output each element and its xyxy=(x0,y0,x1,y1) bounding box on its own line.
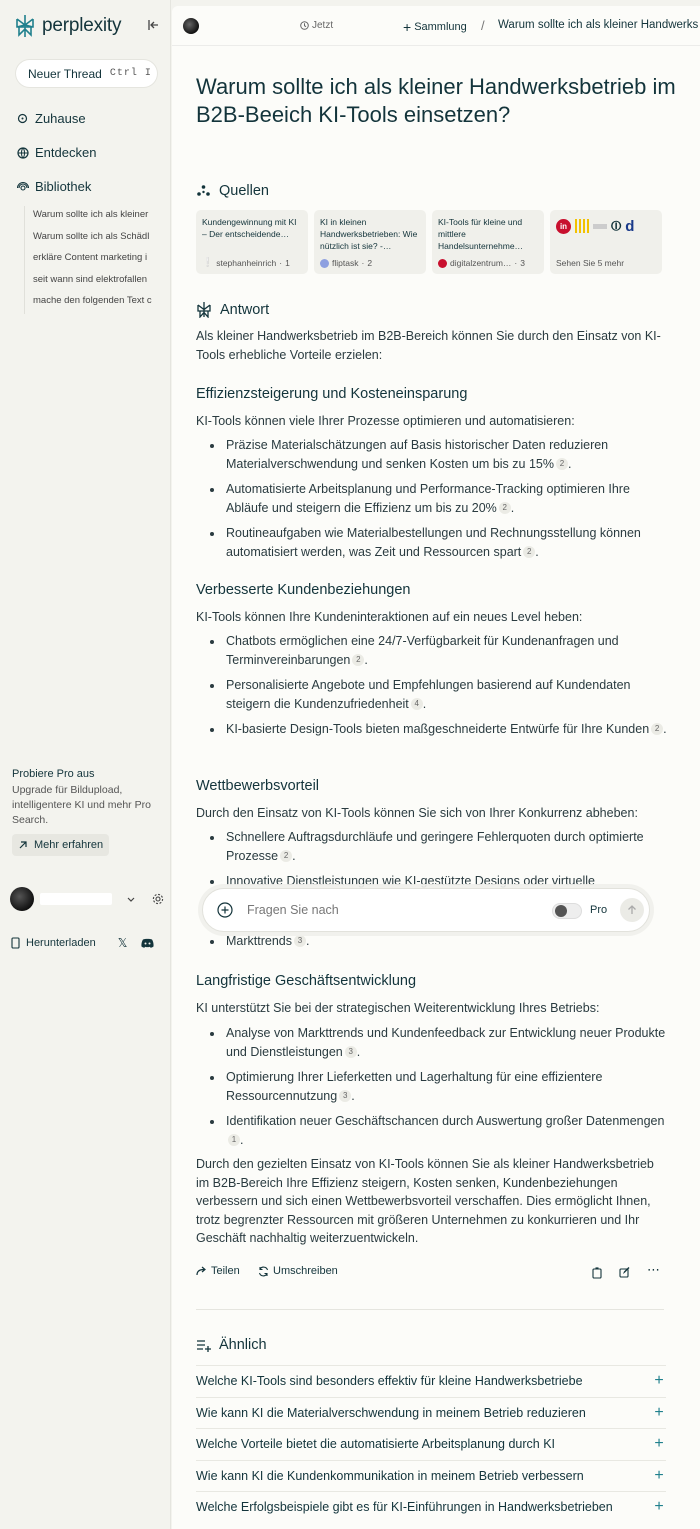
follow-up-input[interactable]: Fragen Sie nach xyxy=(247,903,339,917)
discord-icon[interactable] xyxy=(141,938,154,948)
gear-icon[interactable] xyxy=(152,893,164,905)
nav-home-label: Zuhause xyxy=(35,111,86,126)
list-item-text: Optimierung Ihrer Lieferketten und Lagerhaltung für eine effizientere Ressourcennutzung xyxy=(226,1070,603,1103)
timestamp-text: Jetzt xyxy=(312,20,334,31)
perplexity-logo-icon xyxy=(14,14,36,38)
source-sep: · xyxy=(361,258,365,268)
plus-icon: + xyxy=(654,1372,664,1390)
pro-label: Pro xyxy=(590,904,608,916)
plus-icon: + xyxy=(654,1435,664,1453)
library-list xyxy=(24,206,159,314)
rewrite-button[interactable] xyxy=(258,1265,338,1277)
citation-badge[interactable]: 2 xyxy=(499,502,511,514)
bullet-list xyxy=(196,436,671,568)
citation-badge[interactable]: 2 xyxy=(651,723,663,735)
related-heading xyxy=(196,1337,267,1353)
list-item-text: Chatbots ermöglichen eine 24/7-Verfügbarkeit für Kundenanfragen und Terminvereinbarungen xyxy=(226,634,619,667)
list-item-text: KI-basierte Design-Tools bieten maßgeschneiderte Entwürfe für Ihre Kunden xyxy=(226,722,650,736)
related-item-text: Wie kann KI die Kundenkommunikation in meinem Betrieb verbessern xyxy=(196,1468,584,1483)
list-item-end: . xyxy=(567,456,572,471)
toggle-knob xyxy=(555,905,567,917)
rewrite-icon xyxy=(258,1266,269,1277)
related-item[interactable] xyxy=(196,1365,666,1397)
list-item-end: . xyxy=(356,1044,361,1059)
x-icon[interactable]: 𝕏 xyxy=(117,936,128,950)
list-item-text: Präzise Materialschätzungen auf Basis historischer Daten reduzieren Materialverschwendung und senken Kosten um bis zu 15% xyxy=(226,438,609,471)
more-sources-label: Sehen Sie 5 mehr xyxy=(556,258,625,268)
library-icon xyxy=(17,181,29,193)
nav-discover-label: Entdecken xyxy=(35,145,97,160)
list-item xyxy=(196,720,671,739)
answer-heading-text: Antwort xyxy=(220,301,270,318)
list-item xyxy=(196,436,671,473)
list-item-end: . xyxy=(306,934,310,948)
answer-actions xyxy=(196,1262,666,1281)
breadcrumb-thread-title: Warum sollte ich als kleiner Handwerks xyxy=(498,19,699,31)
perplexity-answer-icon xyxy=(196,301,212,318)
list-item-text: Personalisierte Angebote und Empfehlungen basierend auf Kundendaten steigern die Kundenzufriedenheit xyxy=(226,678,631,711)
learn-more-button[interactable] xyxy=(12,834,109,856)
download-link[interactable]: Herunterladen xyxy=(26,937,96,949)
related-item-text: Welche KI-Tools sind besonders effektiv für kleine Handwerksbetriebe xyxy=(196,1374,583,1389)
section-heading: Langfristige Geschäftsentwicklung xyxy=(196,973,417,989)
sources-heading xyxy=(196,183,269,199)
sources-heading-text: Quellen xyxy=(219,183,269,199)
submit-button[interactable] xyxy=(620,898,644,922)
favicon-icon xyxy=(593,224,607,229)
plus-icon: + xyxy=(654,1403,664,1421)
follow-up-bar xyxy=(202,888,650,932)
share-label: Teilen xyxy=(211,1265,240,1277)
answer-intro: Als kleiner Handwerksbetrieb im B2B-Bereich können Sie durch den Einsatz von KI-Tools erhebliche Vorteile erzielen: xyxy=(196,329,661,362)
citation-badge[interactable]: 2 xyxy=(556,458,568,470)
new-thread-button[interactable] xyxy=(16,60,157,87)
section-lead: Durch den Einsatz von KI-Tools können Sie sich von Ihrer Konkurrenz abheben: xyxy=(196,806,638,820)
library-item[interactable]: Warum sollte ich als Schädl xyxy=(33,230,150,242)
section-lead: KI unterstützt Sie bei der strategischen Weiterentwicklung Ihres Betriebs: xyxy=(196,1001,600,1015)
timestamp xyxy=(300,20,333,31)
related-heading-text: Ähnlich xyxy=(219,1337,267,1353)
download-icon xyxy=(11,937,20,949)
share-icon xyxy=(196,1266,207,1276)
list-item-end: . xyxy=(351,1088,355,1103)
source-card[interactable] xyxy=(196,210,308,274)
nav-home[interactable] xyxy=(17,111,86,126)
source-sep: · xyxy=(514,258,518,268)
sidebar xyxy=(0,0,171,1529)
favicon-icon: d xyxy=(625,217,635,235)
rewrite-label: Umschreiben xyxy=(273,1265,338,1277)
plus-icon: + xyxy=(654,1466,664,1484)
sidebar-footer xyxy=(11,936,166,950)
bullet-list xyxy=(196,632,671,746)
collapse-sidebar-icon[interactable] xyxy=(148,19,160,31)
edit-icon[interactable] xyxy=(619,1267,630,1278)
source-site: digitalzentrum… xyxy=(450,258,512,268)
section-heading: Verbesserte Kundenbeziehungen xyxy=(196,582,411,598)
list-item-text: Identifikation neuer Geschäftschancen durch Auswertung großer Datenmengen xyxy=(226,1114,665,1128)
more-icon[interactable]: ⋯ xyxy=(647,1262,660,1277)
list-item xyxy=(196,932,671,951)
related-item-text: Wie kann KI die Materialverschwendung in meinem Betrieb reduzieren xyxy=(196,1405,586,1420)
list-item xyxy=(196,480,671,517)
list-item xyxy=(196,1024,671,1061)
list-item-text: Innovative Dienstleistungen wie KI-gestützte Designs oder virtuelle xyxy=(226,874,595,888)
citation-badge[interactable]: 3 xyxy=(294,935,306,947)
list-item-end: . xyxy=(364,652,368,667)
copy-icon[interactable] xyxy=(592,1267,602,1279)
list-item-text: Markttrends xyxy=(226,934,292,948)
globe-icon xyxy=(17,147,29,159)
exclamation-icon: ❕ xyxy=(202,257,214,267)
list-item-end: . xyxy=(663,722,667,736)
related-item[interactable] xyxy=(196,1428,666,1460)
pro-title: Probiere Pro aus xyxy=(12,768,95,780)
list-item-text: Automatisierte Arbeitsplanung und Performance-Tracking optimieren Ihre Abläufe und steigern die Effizienz um bis zu 20% xyxy=(226,482,630,515)
search-icon xyxy=(17,113,29,125)
new-thread-shortcut: Ctrl I xyxy=(109,68,152,79)
source-sep: · xyxy=(279,257,283,268)
pro-promo xyxy=(12,768,162,856)
list-item xyxy=(196,828,671,865)
brand-name: perplexity xyxy=(42,15,122,36)
source-number: 1 xyxy=(285,257,290,268)
citation-badge[interactable]: 1 xyxy=(228,1134,240,1146)
username-redacted xyxy=(40,893,112,905)
nav-library[interactable] xyxy=(17,179,91,194)
favicon-icon: ⏼ xyxy=(611,218,622,233)
user-menu[interactable] xyxy=(10,887,165,911)
list-item xyxy=(196,524,671,561)
source-meta xyxy=(202,257,290,268)
add-to-collection-button[interactable] xyxy=(403,19,467,35)
citation-badge[interactable]: 2 xyxy=(352,654,364,666)
citation-badge[interactable]: 4 xyxy=(411,698,423,710)
citation-badge[interactable]: 2 xyxy=(523,546,535,558)
list-item-end: . xyxy=(240,1132,244,1147)
topbar xyxy=(172,6,700,46)
list-item-text: Routineaufgaben wie Materialbestellungen und Rechnungsstellung können automatisiert werden, was Zeit und Ressourcen spart xyxy=(226,526,641,559)
list-item xyxy=(196,632,671,669)
chevron-down-icon[interactable] xyxy=(126,894,136,904)
library-item[interactable]: erkläre Content marketing i xyxy=(33,252,148,263)
source-title: KI-Tools für kleine und mittlere Handelsunternehme… xyxy=(438,217,524,251)
citation-badge[interactable]: 3 xyxy=(345,1046,357,1058)
source-site: fliptask xyxy=(332,258,359,268)
list-item-text: Schnellere Auftragsdurchläufe und geringere Fehlerquoten durch optimierte Prozesse xyxy=(226,830,644,863)
related-item[interactable] xyxy=(196,1491,666,1523)
bullet-list xyxy=(196,1024,671,1156)
collection-label: Sammlung xyxy=(414,21,467,33)
citation-badge[interactable]: 2 xyxy=(280,850,292,862)
related-item[interactable] xyxy=(196,1397,666,1429)
related-item-text: Welche Erfolgsbeispiele gibt es für KI-Einführungen in Handwerksbetrieben xyxy=(196,1500,613,1515)
source-number: 2 xyxy=(367,258,373,268)
digitalzentrum-favicon-icon xyxy=(438,259,447,268)
thread-view xyxy=(172,6,700,1529)
section-lead: KI-Tools können Ihre Kundeninteraktionen auf ein neues Level heben: xyxy=(196,610,583,624)
list-item-end: . xyxy=(292,848,296,863)
nav-library-label: Bibliothek xyxy=(35,179,92,194)
library-item[interactable]: seit wann sind elektrofallen xyxy=(33,273,148,285)
section-heading: Effizienzsteigerung und Kosteneinsparung xyxy=(196,386,468,402)
list-item xyxy=(196,676,671,713)
divider xyxy=(196,1309,664,1310)
list-item-text: Analyse von Markttrends und Kundenfeedback zur Entwicklung neuer Produkte und Dienstleistungen xyxy=(226,1026,666,1059)
favicon-icon xyxy=(575,219,589,233)
source-number: 3 xyxy=(520,258,525,268)
sources-icon xyxy=(196,184,211,199)
source-site: stephanheinrich xyxy=(216,257,277,268)
pro-toggle[interactable] xyxy=(552,903,582,919)
list-item xyxy=(196,1112,671,1149)
breadcrumb-separator: / xyxy=(481,18,485,33)
list-item-end: . xyxy=(510,500,515,515)
plus-icon: + xyxy=(654,1498,664,1516)
source-card[interactable] xyxy=(314,210,426,274)
nav-discover[interactable] xyxy=(17,145,96,160)
answer-conclusion: Durch den gezielten Einsatz von KI-Tools können Sie als kleiner Handwerksbetrieb im B2B-Bereich Ihre Effizienz steigern, Kosten senken, Kundenbeziehungen verbessern und sich einen Wettbewerbsvorteil verschaffen. Dies ermöglicht Ihnen, trotz begrenzter Ressourcen mit größeren Unternehmen zu konkurrieren und Ihr Geschäft nachhaltig weiterzuentwickeln. xyxy=(196,1157,654,1245)
arrow-up-icon xyxy=(627,905,637,915)
sources-row xyxy=(196,210,662,274)
avatar[interactable] xyxy=(183,18,199,34)
answer-heading xyxy=(196,301,269,318)
page-title: Warum sollte ich als kleiner Handwerksbetrieb im B2B-Beeich KI-Tools einsetzen? xyxy=(196,74,676,127)
source-meta xyxy=(438,258,525,268)
related-item[interactable] xyxy=(196,1460,666,1492)
arrow-up-right-icon xyxy=(18,840,28,850)
related-icon xyxy=(196,1339,211,1352)
bullet-list-continued xyxy=(196,932,671,958)
plus-icon: + xyxy=(403,19,412,35)
attach-plus-icon[interactable] xyxy=(217,902,233,918)
section-heading: Wettbewerbsvorteil xyxy=(196,778,320,794)
share-button[interactable] xyxy=(196,1265,240,1277)
related-item-text: Welche Vorteile bietet die automatisierte Arbeitsplanung durch KI xyxy=(196,1437,556,1452)
list-item xyxy=(196,1068,671,1105)
related-list xyxy=(196,1365,666,1523)
favicon-icon: in xyxy=(556,219,571,234)
list-item-end: . xyxy=(535,544,539,559)
clock-icon xyxy=(300,21,309,30)
source-title: KI in kleinen Handwerksbetrieben: Wie nützlich ist sie? -… xyxy=(320,217,418,251)
source-meta xyxy=(320,258,372,268)
library-item[interactable]: Warum sollte ich als kleiner xyxy=(33,209,149,220)
learn-more-label: Mehr erfahren xyxy=(34,839,104,851)
citation-badge[interactable]: 3 xyxy=(339,1090,351,1102)
library-item[interactable]: mache den folgenden Text c xyxy=(33,295,152,306)
logo[interactable] xyxy=(14,14,121,38)
new-thread-label: Neuer Thread xyxy=(28,66,102,81)
more-sources-card[interactable] xyxy=(550,210,662,274)
source-title: Kundengewinnung mit KI – Der entscheidende… xyxy=(202,217,297,239)
more-sources-favicons xyxy=(556,218,656,234)
pro-description: Upgrade für Bildupload, intelligentere KI und mehr Pro Search. xyxy=(12,784,151,826)
avatar xyxy=(10,887,34,911)
list-item-end: . xyxy=(422,696,427,711)
source-card[interactable] xyxy=(432,210,544,274)
fliptask-favicon-icon xyxy=(320,259,329,268)
section-lead: KI-Tools können viele Ihrer Prozesse optimieren und automatisieren: xyxy=(196,414,575,428)
